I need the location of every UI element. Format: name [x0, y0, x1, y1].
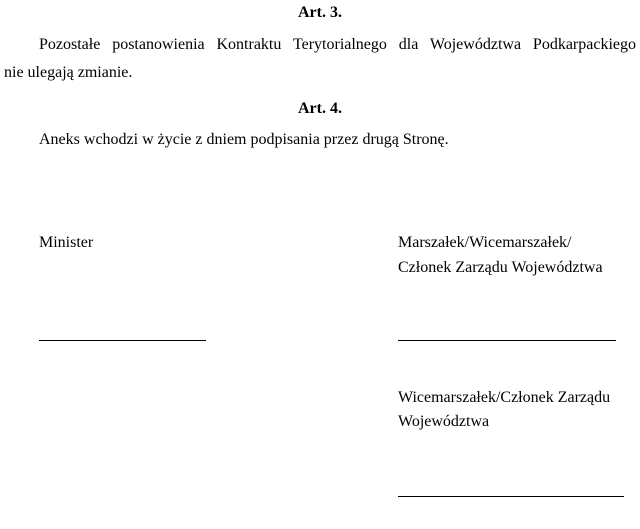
art3-paragraph-line1: Pozostałe postanowienia Kontraktu Terytorialnego dla Województwa Podkarpackiego	[39, 36, 636, 53]
vice-marshal-signature-line	[398, 496, 624, 497]
minister-signature-line	[39, 340, 206, 341]
art4-paragraph: Aneks wchodzi w życie z dniem podpisania przez drugą Stronę.	[39, 131, 449, 148]
minister-label: Minister	[39, 234, 94, 251]
marshal-label-line1: Marszałek/Wicemarszałek/	[398, 234, 572, 251]
marshal-signature-line	[398, 340, 616, 341]
vice-marshal-label-line1: Wicemarszałek/Członek Zarządu	[398, 389, 611, 406]
art3-paragraph-line2: nie ulegają zmianie.	[4, 64, 133, 81]
marshal-label-line2: Członek Zarządu Województwa	[398, 259, 603, 276]
vice-marshal-label-line2: Województwa	[398, 413, 490, 430]
art3-heading: Art. 3.	[298, 4, 342, 21]
art4-heading: Art. 4.	[298, 100, 342, 117]
